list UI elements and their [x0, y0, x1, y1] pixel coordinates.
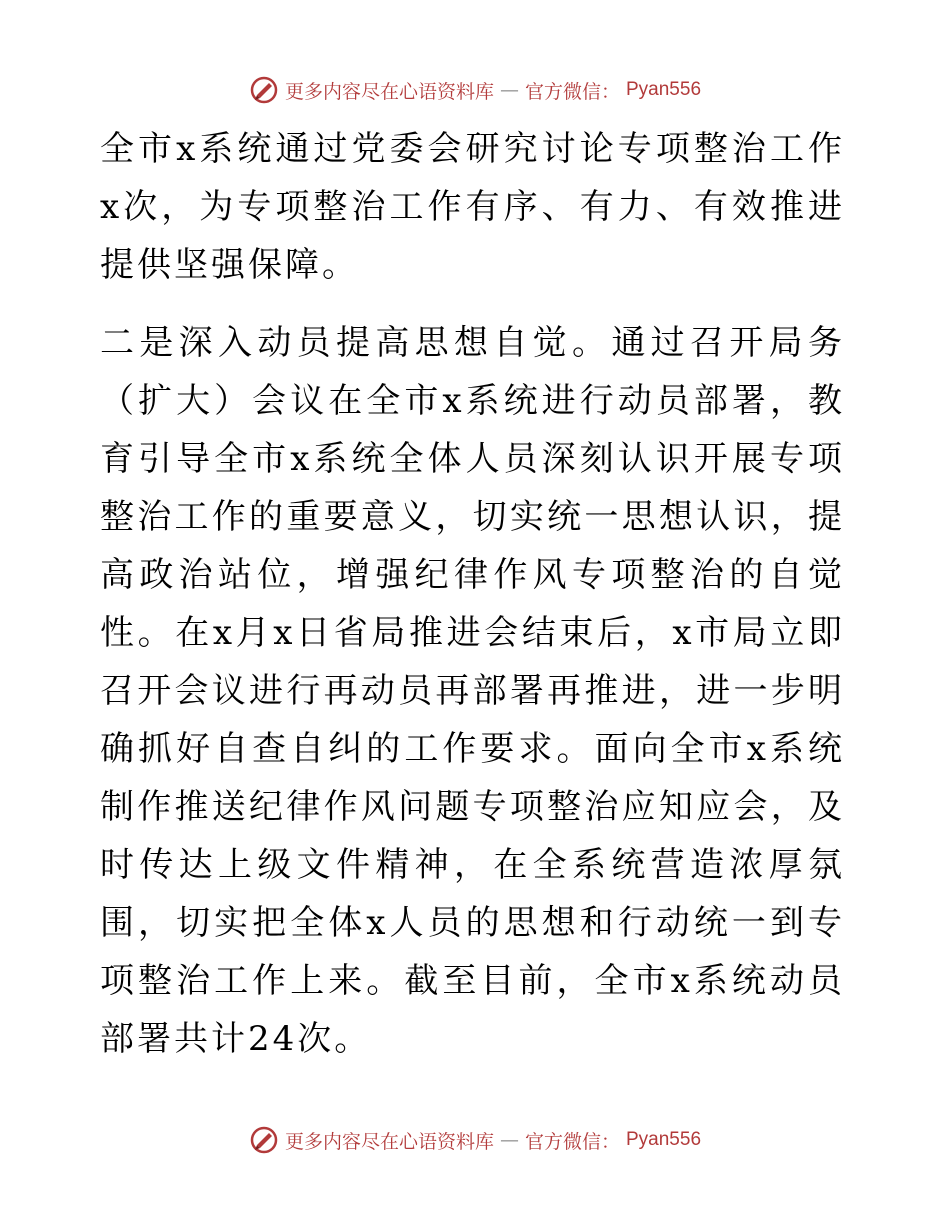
watermark-wechat-label: 官方微信： — [524, 1130, 620, 1153]
body-paragraph: 二是深入动员提高思想自觉。通过召开局务（扩大）会议在全市x系统进行动员部署，教育引导全市x系统全体人员深刻认识开展专项整治工作的重要意义，切实统一思想认识，提高政治站位，增强纪律作风专项整治的自觉性。在x月x日省局推进会结束后，x市局立即召开会议进行再动员再部署再推进，进一步明确抓好自查自纠的工作要求。面向全市x系统制作推送纪律作风问题专项整治应知应会，及时传达上级文件精神，在全系统营造浓厚氛围，切实把全体x人员的思想和行动统一到专项整治工作上来。截至目前，全市x系统动员部署共计24次。 — [100, 323, 845, 1059]
header-watermark — [0, 70, 950, 110]
watermark-wechat-label: 官方微信： — [524, 80, 620, 103]
watermark-wechat-id: Pyan556 — [626, 1129, 702, 1150]
body-paragraph: 全市x系统通过党委会研究讨论专项整治工作x次，为专项整治工作有序、有力、有效推进提供坚强保障。 — [100, 129, 845, 285]
watermark-wechat-id: Pyan556 — [626, 79, 702, 100]
pen-logo-icon — [249, 75, 279, 105]
pen-logo-icon — [249, 1125, 279, 1155]
footer-watermark — [0, 1120, 950, 1160]
watermark-text: 更多内容尽在心语资料库 — [284, 80, 494, 103]
watermark-separator: — — [499, 79, 519, 101]
watermark-separator: — — [499, 1129, 519, 1151]
watermark-text: 更多内容尽在心语资料库 — [284, 1130, 494, 1153]
document-body — [100, 120, 845, 1068]
